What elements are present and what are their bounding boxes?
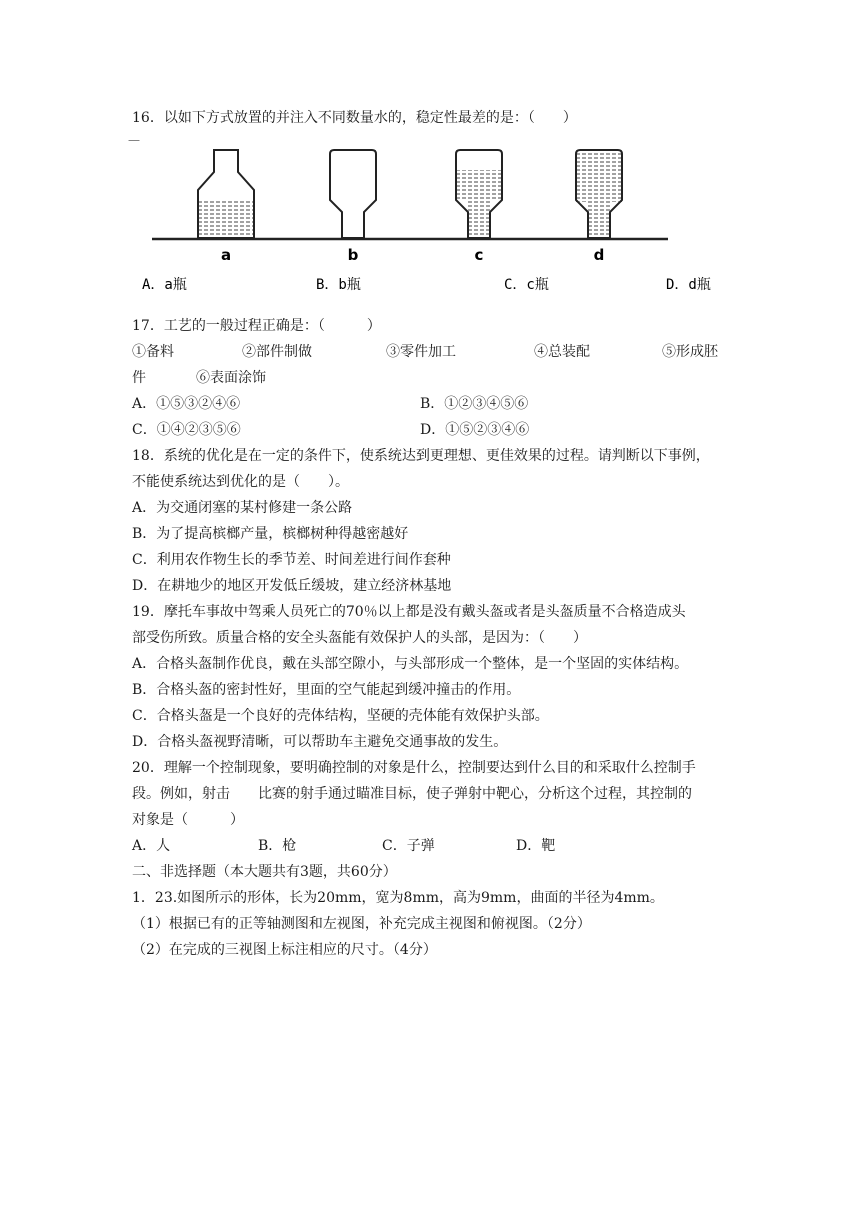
q17-step-2: ②部件制做 <box>242 344 312 360</box>
q18-stem-1: 18．系统的优化是在一定的条件下，使系统达到更理想、更佳效果的过程。请判断以下事例， <box>132 448 710 464</box>
q16-dash: — <box>128 133 140 147</box>
q16-option-b: B．b瓶 <box>316 277 361 293</box>
bottle-label-c: c <box>474 246 484 264</box>
q19-stem-2: 部受伤所致。质量合格的安全头盔能有效保护人的头部，是因为：（ ） <box>132 630 587 646</box>
q16-option-c: C．c瓶 <box>504 277 549 293</box>
bottle-label-d: d <box>593 246 605 264</box>
bottle-label-a: a <box>220 246 232 264</box>
q19-stem-1: 19．摩托车事故中驾乘人员死亡的70％以上都是没有戴头盔或者是头盔质量不合格造成头 <box>132 604 686 620</box>
q20-option-c: C．子弹 <box>382 838 435 854</box>
q19-option-a: A．合格头盔制作优良，戴在头部空隙小，与头部形成一个整体，是一个坚固的实体结构。 <box>132 656 689 672</box>
q16-option-d: D．d瓶 <box>666 277 711 293</box>
q20-stem-2: 段。例如，射击 比赛的射手通过瞄准目标，使子弹射中靶心，分析这个过程，其控制的 <box>132 786 692 802</box>
q17-step-4: ④总装配 <box>534 344 590 360</box>
q17-step-1: ①备料 <box>132 344 174 360</box>
q18-option-b: B．为了提高槟榔产量，槟榔树种得越密越好 <box>132 526 409 542</box>
q19-option-c: C．合格头盔是一个良好的壳体结构，坚硬的壳体能有效保护头部。 <box>132 708 549 724</box>
q17-option-b: B．①②③④⑤⑥ <box>420 396 529 412</box>
q17-option-c: C．①④②③⑤⑥ <box>132 422 241 438</box>
q20-option-d: D．靶 <box>516 838 556 854</box>
bottle-c <box>456 150 502 238</box>
q17-option-a: A．①⑤③②④⑥ <box>132 396 241 412</box>
q20-stem-3: 对象是（ ） <box>132 812 244 828</box>
q16-stem: 16．以如下方式放置的并注入不同数量水的，稳定性最差的是：（ ） <box>132 110 577 126</box>
q18-option-d: D．在耕地少的地区开发低丘缓坡，建立经济林基地 <box>132 578 452 594</box>
q17-stem: 17．工艺的一般过程正确是：（ ） <box>132 318 381 334</box>
q17-step-5-cont: 件 <box>132 370 146 386</box>
q17-step-3: ③零件加工 <box>386 344 456 360</box>
section2-q1: 1．23.如图所示的形体，长为20mm，宽为8mm，高为9mm，曲面的半径为4mm。 <box>132 890 664 906</box>
bottle-d <box>576 150 622 238</box>
bottle-a <box>198 150 254 238</box>
q19-option-d: D．合格头盔视野清晰，可以帮助车主避免交通事故的发生。 <box>132 734 508 750</box>
q20-option-b: B．枪 <box>258 838 297 854</box>
q17-step-5: ⑤形成胚 <box>662 344 718 360</box>
q19-option-b: B．合格头盔的密封性好，里面的空气能起到缓冲撞击的作用。 <box>132 682 521 698</box>
bottle-b <box>330 150 376 238</box>
section2-sub1: （1）根据已有的正等轴测图和左视图，补充完成主视图和俯视图。（2分） <box>132 916 591 932</box>
q20-stem-1: 20．理解一个控制现象，要明确控制的对象是什么，控制要达到什么目的和采取什么控制手 <box>132 760 696 776</box>
q18-option-a: A．为交通闭塞的某村修建一条公路 <box>132 500 353 516</box>
q18-stem-2: 不能使系统达到优化的是（ ）。 <box>132 474 349 490</box>
bottles-figure <box>132 140 732 300</box>
bottle-label-b: b <box>347 246 359 264</box>
q17-step-6: ⑥表面涂饰 <box>196 370 266 386</box>
q16-option-a: A．a瓶 <box>142 277 187 293</box>
q18-option-c: C．利用农作物生长的季节差、时间差进行间作套种 <box>132 552 451 568</box>
q20-option-a: A．人 <box>132 838 171 854</box>
section2-title: 二、非选择题（本大题共有3题，共60分） <box>132 864 397 880</box>
section2-sub2: （2）在完成的三视图上标注相应的尺寸。（4分） <box>132 942 437 958</box>
q17-option-d: D．①⑤②③④⑥ <box>420 422 530 438</box>
